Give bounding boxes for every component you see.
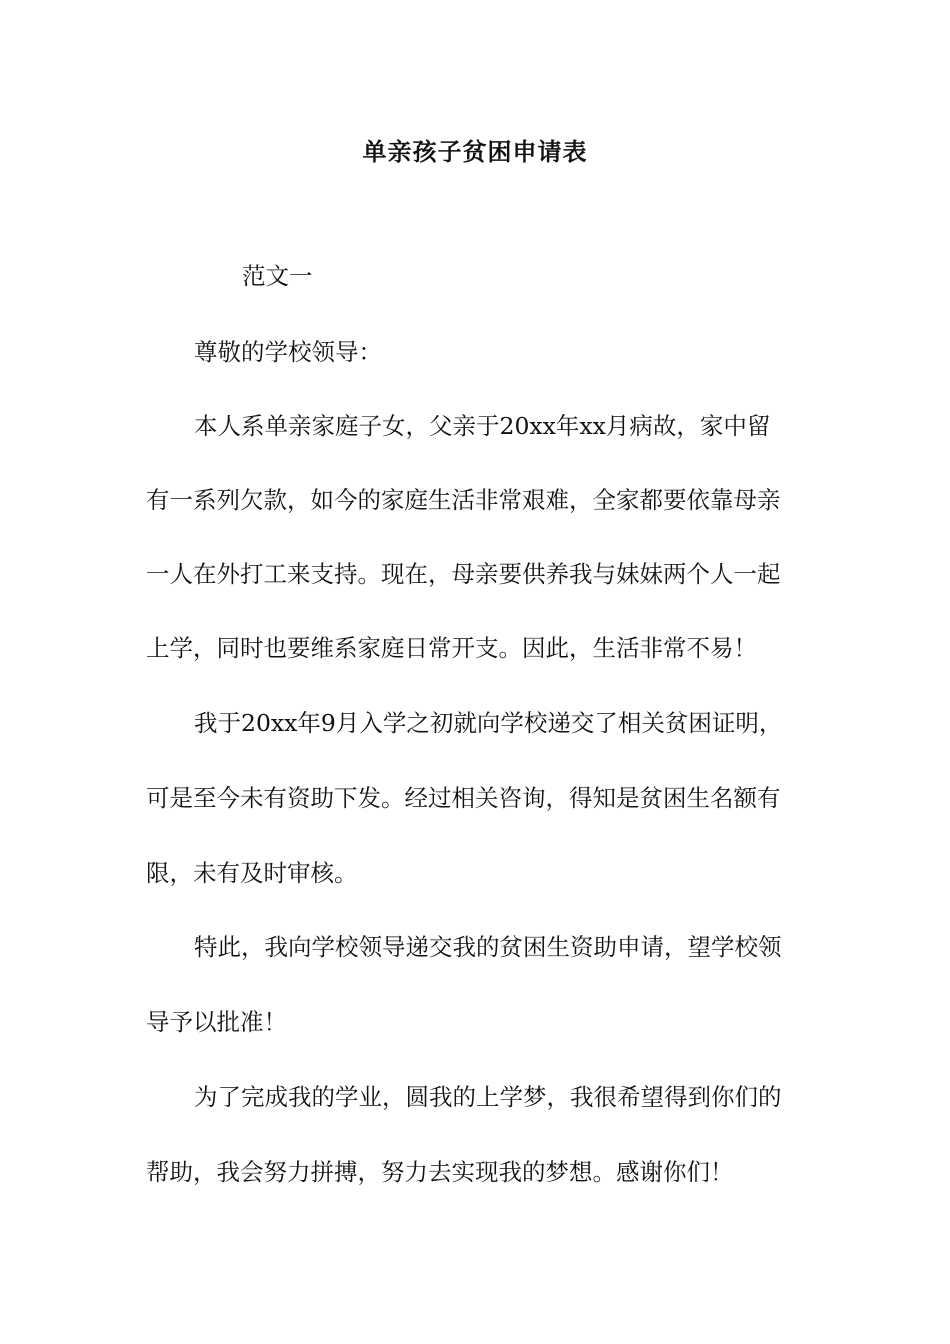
paragraph-line: 我于20xx年9月入学之初就向学校递交了相关贫困证明， <box>194 709 783 737</box>
paragraph-line: 可是至今未有资助下发。经过相关咨询，得知是贫困生名额有 <box>146 784 781 812</box>
salutation: 尊敬的学校领导： <box>194 338 382 366</box>
paragraph-line: 本人系单亲家庭子女，父亲于20xx年xx月病故，家中留 <box>194 412 771 440</box>
paragraph-line: 帮助，我会努力拼搏，努力去实现我的梦想。感谢你们！ <box>146 1158 734 1186</box>
paragraph-line: 为了完成我的学业，圆我的上学梦，我很希望得到你们的 <box>194 1083 782 1111</box>
paragraph-line: 上学，同时也要维系家庭日常开支。因此，生活非常不易！ <box>146 634 757 662</box>
subheading: 范文一 <box>242 262 313 290</box>
paragraph-line: 限，未有及时审核。 <box>146 859 358 887</box>
paragraph-line: 导予以批准！ <box>146 1008 287 1036</box>
document-title: 单亲孩子贫困申请表 <box>362 137 588 166</box>
paragraph-line: 有一系列欠款，如今的家庭生活非常艰难，全家都要依靠母亲 <box>146 486 781 514</box>
paragraph-line: 一人在外打工来支持。现在，母亲要供养我与妹妹两个人一起 <box>146 560 781 588</box>
paragraph-line: 特此，我向学校领导递交我的贫困生资助申请，望学校领 <box>194 933 782 961</box>
